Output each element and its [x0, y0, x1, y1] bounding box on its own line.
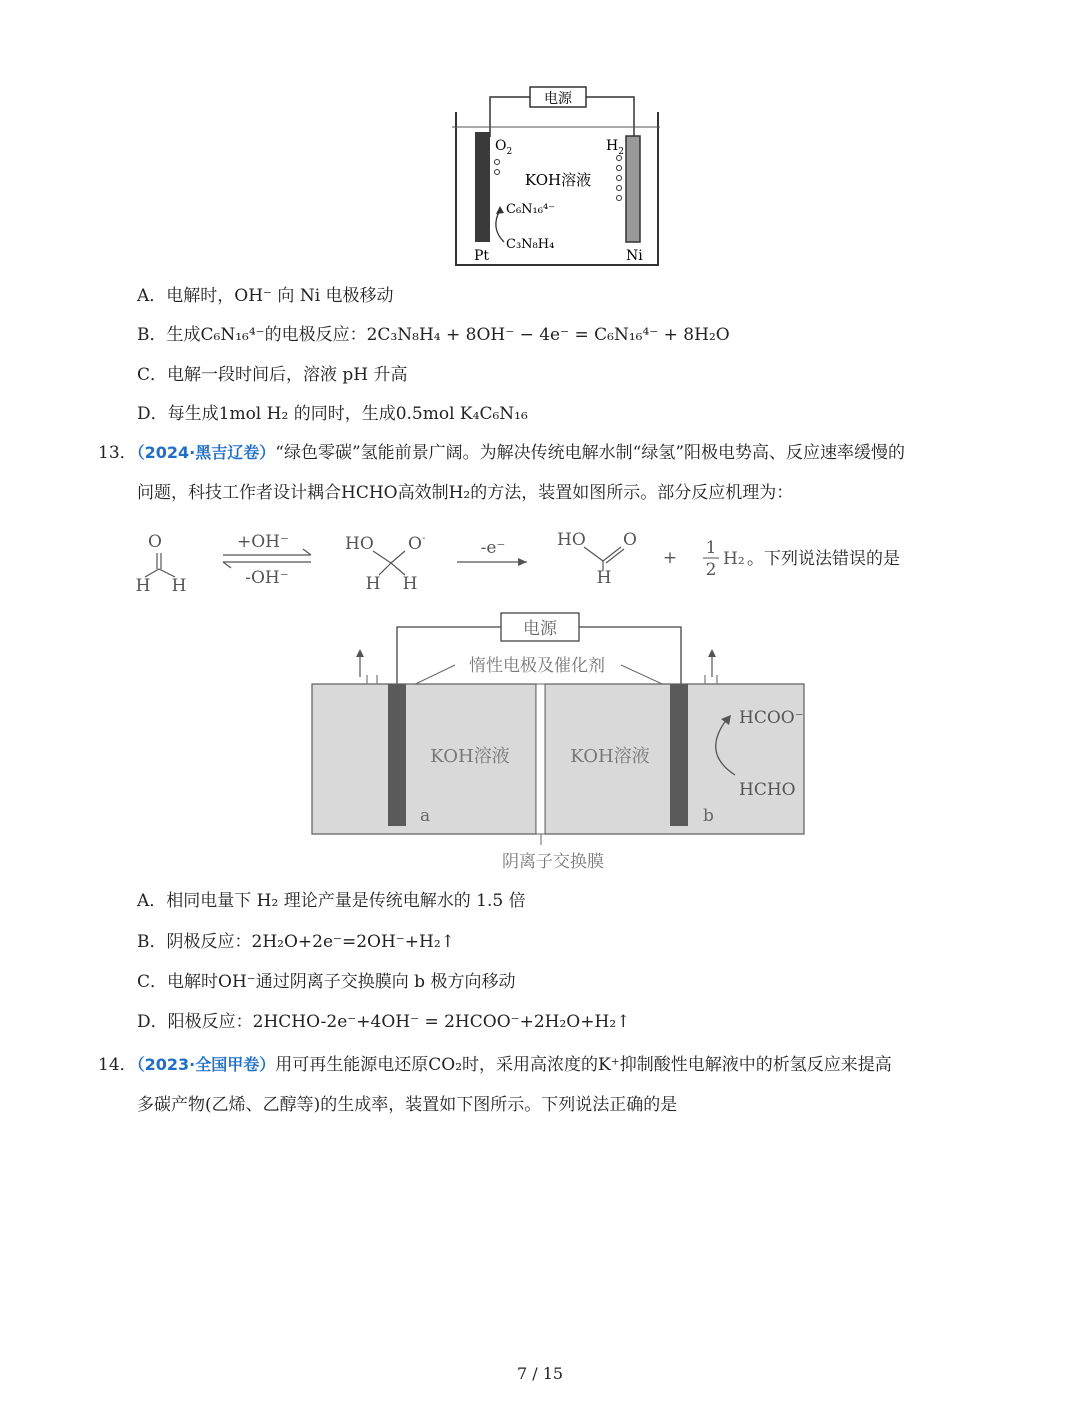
q13-stem-line1: 13．（2024·黑吉辽卷）“绿色零碳”氢能前景广阔。为解决传统电解水制“绿氢”阳极电势高、反应速率缓慢的 [98, 443, 906, 463]
page-number: 7 / 15 [516, 1364, 564, 1383]
pt-electrode [475, 132, 490, 242]
svg-text:H₂: H₂ [723, 549, 745, 569]
o2-label: $O_2$ [495, 138, 513, 157]
hcho-label: HCHO [739, 780, 796, 800]
q12-option-a: A．电解时，OH⁻ 向 Ni 电极移动 [137, 286, 394, 306]
h2-label: $H_2$ [606, 138, 624, 157]
electrode-a [388, 684, 406, 826]
svg-text:H: H [402, 574, 418, 594]
q14-stem-line1: 14．（2023·全国甲卷）用可再生能源电还原CO₂时，采用高浓度的K⁺抑制酸性电解液中的析氢反应来提高 [98, 1055, 892, 1075]
q13-stem-line2: 问题，科技工作者设计耦合HCHO高效制H₂的方法，装置如图所示。部分反应机理为： [137, 483, 794, 503]
pt-label: Pt [474, 248, 490, 264]
electrode-b-label: b [703, 806, 714, 826]
q12-option-c: C．电解一段时间后，溶液 pH 升高 [137, 365, 408, 385]
q13-option-b: B．阴极反应：2H₂O+2e⁻=2OH⁻+H₂↑ [137, 932, 455, 952]
electrode-b [670, 684, 688, 826]
power-source-label: 电源 [544, 91, 572, 107]
ni-electrode [626, 136, 640, 242]
q13-option-c: C．电解时OH⁻通过阴离子交换膜向 b 极方向移动 [137, 972, 516, 992]
oxidation-arrow-label: -e⁻ [480, 538, 506, 558]
svg-text:H: H [365, 574, 381, 594]
reaction-mechanism [125, 525, 945, 600]
svg-text:O: O [623, 530, 637, 550]
svg-text:+: + [662, 548, 678, 568]
svg-text:HO: HO [557, 530, 586, 550]
q13-option-d: D．阳极反应：2HCHO-2e⁻+4OH⁻ = 2HCOO⁻+2H₂O+H₂↑ [137, 1012, 631, 1032]
svg-text:HO: HO [345, 534, 374, 554]
svg-text:1: 1 [705, 538, 717, 558]
svg-text:O: O [148, 532, 162, 552]
q12-option-d: D．每生成1mol H₂ 的同时，生成0.5mol K₄C₆N₁₆ [137, 404, 528, 424]
power-source-label: 电源 [523, 619, 557, 639]
q14-source: （2023·全国甲卷） [136, 1055, 276, 1074]
ni-label: Ni [626, 248, 643, 264]
koh-solution-label: KOH溶液 [524, 171, 592, 189]
reverse-arrow-label: -OH⁻ [245, 568, 289, 588]
svg-text:H: H [171, 576, 187, 596]
c3n8h4-label: C₃N₈H₄ [506, 237, 555, 252]
q14-stem-line2: 多碳产物(乙烯、乙醇等)的生成率，装置如下图所示。下列说法正确的是 [137, 1095, 678, 1115]
electrolysis-cell-figure-1 [440, 80, 680, 270]
membrane-label: 阴离子交换膜 [502, 852, 604, 872]
electrode-note: 惰性电极及催化剂 [469, 656, 605, 676]
anion-exchange-membrane [536, 684, 545, 834]
svg-text:H: H [135, 576, 151, 596]
hcho-electrolysis-diagram [305, 605, 815, 877]
forward-arrow-label: +OH⁻ [237, 532, 289, 552]
svg-text:。下列说法错误的是: 。下列说法错误的是 [747, 549, 900, 569]
q13-option-a: A．相同电量下 H₂ 理论产量是传统电解水的 1.5 倍 [137, 891, 526, 911]
svg-text:H: H [596, 568, 612, 588]
left-solution-label: KOH溶液 [430, 746, 510, 767]
q13-source: （2024·黑吉辽卷） [136, 443, 276, 462]
c6n16-label: C₆N₁₆⁴⁻ [506, 202, 556, 217]
hcoo-label: HCOO⁻ [739, 708, 804, 728]
right-solution-label: KOH溶液 [570, 746, 650, 767]
svg-text:O-: O- [408, 533, 426, 554]
electrode-a-label: a [420, 806, 431, 826]
svg-text:2: 2 [705, 560, 717, 580]
q12-option-b: B．生成C₆N₁₆⁴⁻的电极反应：2C₃N₈H₄ + 8OH⁻ − 4e⁻ = C₆N₁₆⁴⁻ + 8H₂O [137, 325, 730, 345]
